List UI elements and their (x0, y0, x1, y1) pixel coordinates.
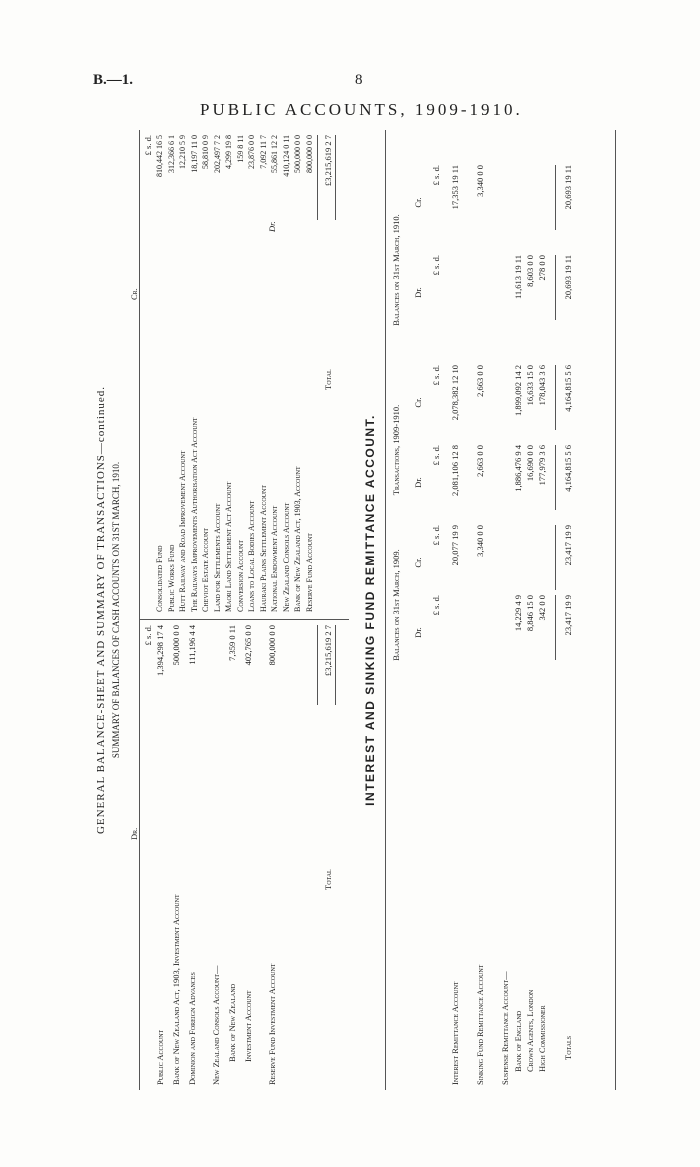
dr-row-amount: 800,000 0 0 (267, 625, 277, 666)
money-head: £ s. d. (431, 525, 441, 546)
cr-row-amount: 4,299 19 8 (224, 135, 233, 169)
cr-row-label: Bank of New Zealand Act, 1903, Account (293, 466, 302, 612)
cr-row-label: Conversion Account (235, 539, 245, 612)
cr-row-label: Public Works Fund (166, 544, 176, 612)
interest-cell: 2,081,106 12 8 (450, 445, 460, 496)
cr-row-label: The Railways Improvements Authorisation Act Account (189, 417, 199, 612)
money-head: £ s. d. (431, 165, 441, 186)
interest-cell: 2,663 0 0 (475, 445, 485, 477)
rule (139, 130, 140, 1090)
interest-cell: 178,043 3 6 (537, 365, 547, 406)
interest-title: INTEREST AND SINKING FUND REMITTANCE ACCOUNT. (363, 414, 377, 806)
dr-total-label: Total (323, 869, 333, 890)
dr-row-amount: 402,765 0 0 (243, 625, 253, 666)
rule (335, 135, 336, 220)
interest-cell: 3,340 0 0 (475, 165, 485, 197)
rotated-tables (95, 130, 655, 1090)
interest-row-label: High Commissioner (537, 1005, 547, 1072)
cr-row-label: Hutt Railway and Road Improvement Account (178, 450, 187, 612)
group-head: Transactions, 1909-1910. (391, 404, 401, 496)
cr-row-label: Hauraki Plains Settlement Account (258, 484, 268, 612)
cr-row-amount: 58,810 0 9 (201, 135, 210, 169)
dr-row-label: Public Account (155, 1029, 165, 1085)
interest-cell: 1,886,476 9 4 (513, 445, 523, 492)
page-title: PUBLIC ACCOUNTS, 1909-1910. (200, 100, 523, 119)
interest-cell: 20,077 19 9 (450, 525, 460, 566)
balance-sheet-title: GENERAL BALANCE-SHEET AND SUMMARY OF TRANSACTIONS—continued. (95, 385, 107, 835)
cr-heading: Cr. (129, 288, 139, 300)
sub-head: Dr. (413, 477, 423, 488)
sub-head: Cr. (413, 557, 423, 568)
cr-row-label: Reserve Fund Account (304, 533, 314, 612)
cr-row-amount: 7,092 11 7 (258, 135, 268, 169)
cr-row-amount: 18,197 11 0 (189, 135, 199, 173)
cr-row-label: National Endowment Account (270, 505, 279, 612)
totals-cell: 4,164,815 5 6 (563, 445, 573, 492)
cr-row-label: Loans to Local Bodies Account (247, 500, 256, 612)
cr-row-label: New Zealand Consols Account (281, 502, 291, 612)
interest-cell: 17,353 19 11 (450, 165, 460, 210)
cr-row-label: Maori Land Settlement Act Account (224, 481, 233, 612)
totals-label: Totals (563, 1035, 573, 1060)
rule (555, 165, 556, 230)
dr-row-label: Bank of New Zealand Act, 1903, Investment Account (171, 894, 181, 1085)
sub-head: Dr. (413, 287, 423, 298)
interest-row-label: Crown Agents, London (525, 989, 535, 1072)
interest-cell: 11,613 19 11 (513, 255, 523, 299)
sub-head: Cr. (413, 197, 423, 208)
sub-head: Dr. (413, 627, 423, 638)
cr-total-label: Total (323, 369, 333, 390)
dr-row-label: Reserve Fund Investment Account (267, 963, 277, 1085)
rule (335, 625, 336, 705)
rule (555, 595, 556, 660)
interest-cell: 8,846 15 0 (525, 595, 535, 632)
dr-row-label: New Zealand Consols Account— (211, 965, 221, 1085)
dr-heading: Dr. (129, 827, 139, 840)
cr-row-amount: 159 8 11 (235, 135, 245, 163)
money-head: £ s. d. (431, 595, 441, 616)
rule (317, 625, 318, 705)
dr-row-label: Dominion and Foreign Advances (187, 972, 197, 1085)
interest-cell: 2,663 0 0 (475, 365, 485, 397)
money-head: £ s. d. (431, 365, 441, 386)
interest-cell: 278 0 0 (537, 255, 547, 281)
cr-row-label: Cheviot Estate Account (201, 527, 210, 612)
cr-money-head: £ s. d. (143, 135, 153, 156)
cr-row-amount: 55,861 12 2 (270, 135, 279, 173)
report-code: B.—1. (93, 72, 134, 88)
interest-cell: 16,633 15 0 (525, 365, 535, 406)
totals-cell: 23,417 19 9 (563, 595, 573, 636)
balance-sheet-subtitle: SUMMARY OF BALANCES OF CASH ACCOUNTS ON 31ST MARCH, 1910. (111, 461, 121, 759)
interest-row-label: Sinking Fund Remittance Account (475, 964, 485, 1085)
dr-row-amount: 111,196 4 4 (187, 625, 197, 665)
totals-cell: 23,417 19 9 (563, 525, 573, 566)
money-head: £ s. d. (431, 445, 441, 466)
totals-cell: 20,693 19 11 (563, 255, 573, 300)
rule (555, 255, 556, 320)
dr-row-amount: 500,000 0 0 (171, 625, 181, 666)
totals-cell: 20,693 19 11 (563, 165, 573, 210)
cr-total: £3,215,619 2 7 (323, 135, 333, 186)
rule (139, 619, 349, 620)
totals-cell: 4,164,815 5 6 (563, 365, 573, 412)
dr-row-amount: 7,359 0 11 (227, 625, 237, 661)
interest-cell: 1,899,092 14 2 (513, 365, 523, 416)
interest-row-label: Interest Remittance Account (450, 981, 460, 1085)
cr-row-amount: 202,497 7 2 (212, 135, 222, 173)
interest-cell: 3,340 0 0 (475, 525, 485, 557)
interest-cell: 177,979 3 6 (537, 445, 547, 486)
money-head: £ s. d. (431, 255, 441, 276)
sub-head: Cr. (413, 397, 423, 408)
rule (555, 365, 556, 430)
dr-money-head: £ s. d. (143, 625, 153, 646)
interest-cell: 16,690 0 0 (525, 445, 535, 482)
dr-total: £3,215,619 2 7 (323, 625, 333, 676)
cr-row-amount: 410,124 0 11 (281, 135, 291, 177)
rule (317, 135, 318, 220)
interest-row-label: Bank of England (513, 1010, 523, 1072)
rule (615, 130, 616, 1090)
group-head: Balances on 31st March, 1909. (391, 549, 401, 661)
cr-row-amount: 800,000 0 0 (304, 135, 314, 173)
group-head: Balances on 31st March, 1910. (391, 214, 401, 326)
interest-cell: 342 0 0 (537, 595, 547, 621)
cr-row-amount: 12,210 5 9 (178, 135, 187, 169)
interest-row-label: Suspense Remittance Account— (500, 971, 510, 1085)
interest-cell: 14,229 4 9 (513, 595, 523, 632)
dr-row-label: Investment Account (243, 990, 253, 1062)
interest-cell: 8,603 0 0 (525, 255, 535, 287)
rule (555, 445, 556, 510)
rule (385, 130, 386, 1090)
dr-row-amount: 1,394,298 17 4 (155, 625, 165, 676)
cr-dr-marker: Dr. (267, 221, 277, 232)
interest-cell: 2,078,382 12 10 (450, 365, 460, 421)
cr-row-amount: 500,000 0 0 (293, 135, 302, 173)
cr-row-label: Land for Settlements Account (212, 503, 222, 612)
cr-row-label: Consolidated Fund (155, 545, 164, 612)
dr-row-label: Bank of New Zealand (227, 983, 237, 1062)
cr-row-amount: 23,876 0 0 (247, 135, 256, 169)
page-number: 8 (355, 72, 363, 88)
cr-row-amount: 312,366 6 1 (166, 135, 176, 173)
cr-row-amount: 810,442 16 5 (155, 135, 164, 177)
rule (555, 525, 556, 590)
